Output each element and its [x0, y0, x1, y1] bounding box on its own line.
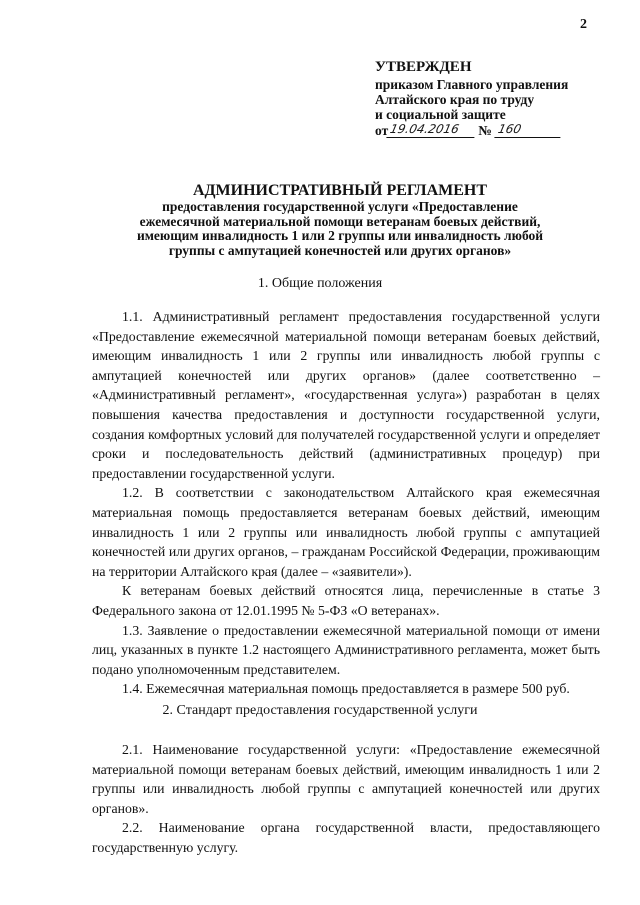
handwritten-order-number: 160	[494, 122, 563, 138]
approval-stamp-block	[375, 60, 625, 138]
subtitle-line: группы с ампутацией конечностей или других органов»	[168, 242, 512, 258]
document-subtitle	[90, 200, 590, 258]
order-date-number-line	[375, 122, 625, 138]
paragraph-1-1: 1.1. Административный регламент предоставления государственной услуги «Предоставление ежемесячной материальной помощи ветеранам боевых действий, имеющим инвалидность 1 или 2 группы или инвалидность любой группы с ампутацией конечностей или других органов» (далее соответственно – «Административный регламент», «государственная услуга») разработан в целях повышения качества предоставления и доступности государственной услуги, создания комфортных условий для получателей государственной услуги и определяет сроки и последовательность действий (административных процедур) при предоставлении государственной услуги.	[92, 309, 600, 481]
section-2-body	[92, 740, 600, 858]
subtitle-line: предоставления государственной услуги «Предоставление	[162, 199, 518, 214]
number-sign: №	[478, 123, 492, 138]
page-number: 2	[580, 17, 587, 32]
approval-line: Алтайского края по труду	[375, 92, 535, 107]
section-1-body	[92, 307, 600, 699]
approval-line: приказом Главного управления	[375, 77, 569, 92]
paragraph-veterans: К ветеранам боевых действий относятся лица, перечисленные в статье 3 Федерального закона от 12.01.1995 № 5-ФЗ «О ветеранах».	[92, 583, 600, 618]
paragraph-1-3: 1.3. Заявление о предоставлении ежемесячной материальной помощи от имени лиц, указанных в пункте 1.2 настоящего Административного регламента, может быть подано уполномоченным представителем.	[92, 622, 600, 677]
paragraph-2-2: 2.2. Наименование органа государственной власти, предоставляющего государственную услугу.	[92, 820, 600, 855]
section-2-heading: 2. Стандарт предоставления государственной услуги	[162, 703, 478, 718]
subtitle-line: ежемесячной материальной помощи ветеранам боевых действий,	[139, 213, 541, 229]
document-title: АДМИНИСТРАТИВНЫЙ РЕГЛАМЕНТ	[192, 182, 488, 199]
handwritten-date: 19.04.2016	[387, 122, 478, 138]
approval-line: и социальной защите	[375, 107, 506, 122]
paragraph-2-1: 2.1. Наименование государственной услуги: «Предоставление ежемесячной материальной помощи ветеранам боевых действий, имеющим инвалидность 1 или 2 группы или инвалидность любой группы с ампутацией конечностей или других органов».	[92, 742, 600, 816]
approved-heading: УТВЕРЖДЕН	[375, 59, 472, 75]
subtitle-line: имеющим инвалидность 1 или 2 группы или инвалидность любой	[136, 228, 544, 243]
paragraph-1-2: 1.2. В соответствии с законодательством Алтайского края ежемесячная материальная помощь предоставляется ветеранам боевых действий, имеющим инвалидность 1 или 2 группы или инвалидность любой группы с ампутацией конечностей или других органов, – гражданам Российской Федерации, проживающим на территории Алтайского края (далее – «заявители»).	[92, 485, 600, 579]
paragraph-1-4: 1.4. Ежемесячная материальная помощь предоставляется в размере 500 руб.	[122, 681, 570, 697]
section-1-heading: 1. Общие положения	[257, 276, 383, 291]
date-prefix: от	[375, 123, 389, 138]
